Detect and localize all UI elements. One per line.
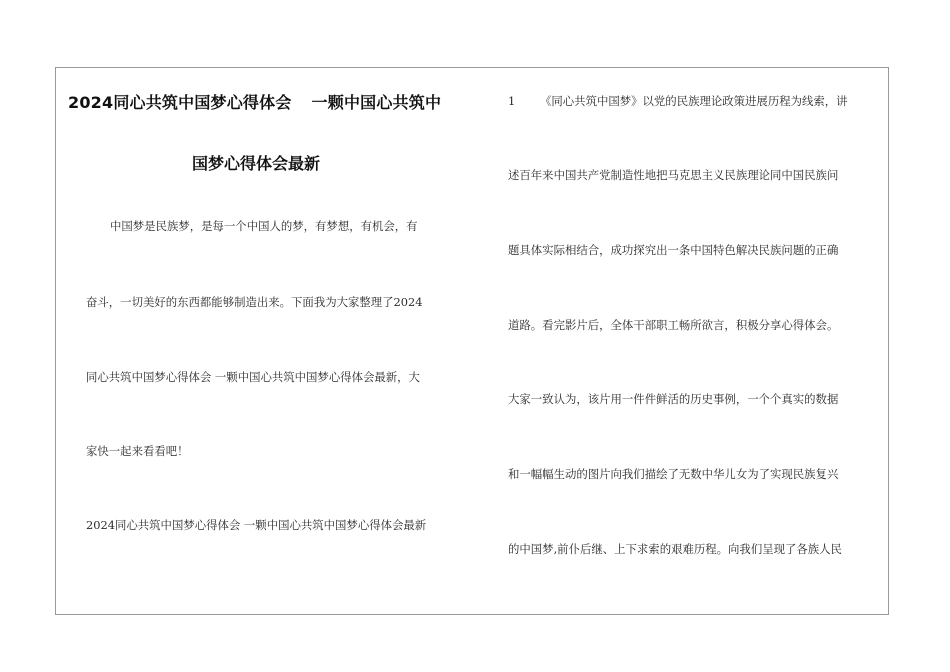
right-paragraph-line: 的中国梦,前仆后继、上下求索的艰难历程。向我们呈现了各族人民: [508, 542, 842, 556]
right-paragraph-line: 和一幅幅生动的图片向我们描绘了无数中华儿女为了实现民族复兴: [508, 467, 839, 481]
page-number: 1: [508, 94, 516, 108]
document-title-line-2: 国梦心得体会最新: [192, 154, 321, 173]
right-paragraph-line: 题具体实际相结合，成功探究出一条中国特色解决民族问题的正确: [508, 243, 839, 257]
left-paragraph-line: 中国梦是民族梦，是每一个中国人的梦，有梦想，有机会，有: [110, 219, 418, 233]
left-paragraph-line: 同心共筑中国梦心得体会 一颗中国心共筑中国梦心得体会最新，大: [86, 370, 420, 384]
right-paragraph-line: 《同心共筑中国梦》以党的民族理论政策进展历程为线索，讲: [540, 94, 848, 108]
title-part-2: 一颗中国心共筑中: [311, 93, 442, 112]
right-paragraph-line: 道路。看完影片后，全体干部职工畅所欲言，积极分享心得体会。: [508, 318, 839, 332]
document-title-line-1: [68, 90, 441, 113]
right-paragraph-line: 述百年来中国共产党制造性地把马克思主义民族理论同中国民族问: [508, 168, 839, 182]
title-part-1: 2024同心共筑中国梦心得体会: [68, 93, 292, 112]
page-frame: [55, 67, 889, 615]
left-subheading: 2024同心共筑中国梦心得体会 一颗中国心共筑中国梦心得体会最新: [86, 518, 427, 532]
left-paragraph-line: 奋斗，一切美好的东西都能够制造出来。下面我为大家整理了2024: [86, 295, 423, 309]
right-paragraph-line: 大家一致认为，该片用一件件鲜活的历史事例，一个个真实的数据: [508, 392, 839, 406]
left-paragraph-line: 家快一起来看看吧！: [86, 444, 189, 458]
